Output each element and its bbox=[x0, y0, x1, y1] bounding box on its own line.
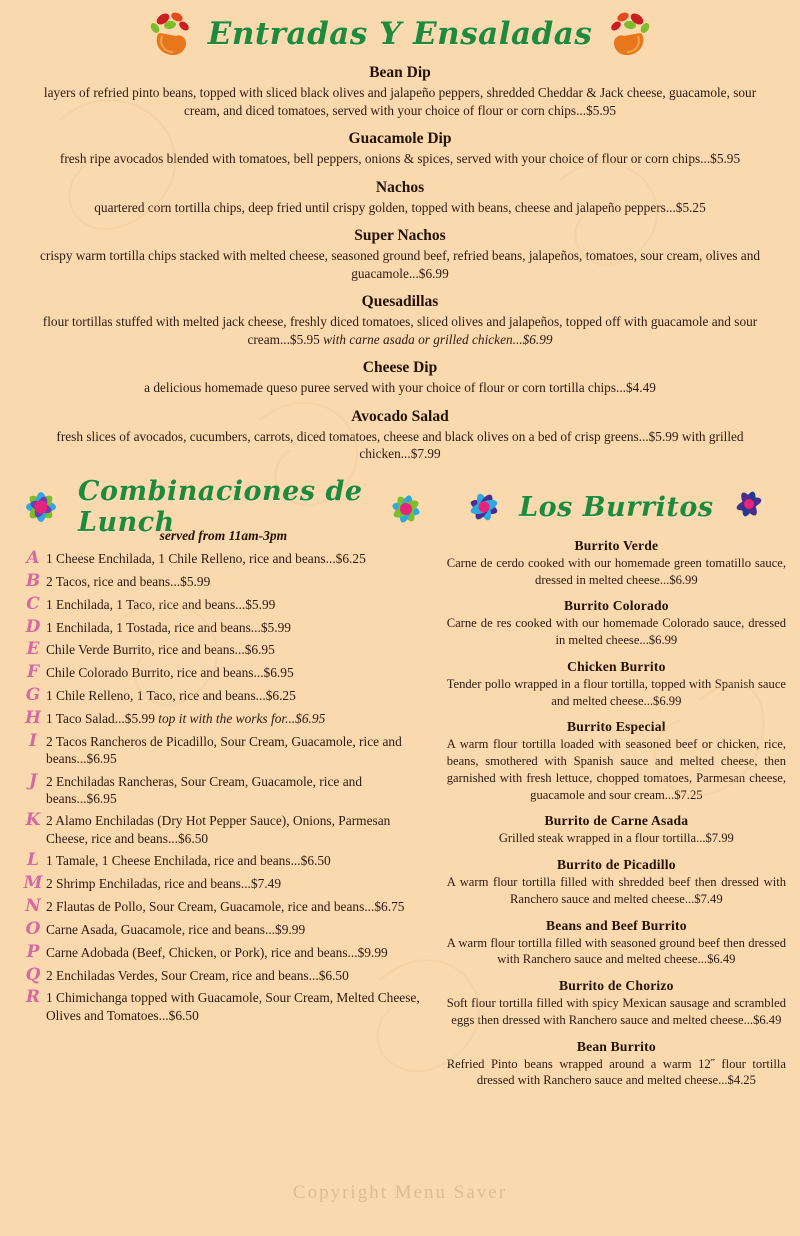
item-text bbox=[46, 710, 431, 727]
menu-item bbox=[22, 227, 778, 282]
lunch-combo-list bbox=[10, 550, 437, 1024]
lunch-section bbox=[10, 476, 437, 1099]
item-text: 1 Enchilada, 1 Tostada, rice and beans...$5.99 bbox=[46, 619, 291, 635]
dish-description: Tender pollo wrapped in a flour tortilla, topped with Spanish sauce and melted cheese...$6.99 bbox=[446, 676, 786, 708]
item-text: Carne Asada, Guacamole, rice and beans...$9.99 bbox=[46, 921, 306, 937]
menu-item bbox=[22, 408, 778, 463]
dish-description: layers of refried pinto beans, topped with sliced black olives and jalapeño peppers, shredded Cheddar & Jack cheese, guacamole, sour cream, and diced tomatoes, served with your choice of flour or corn chips...$5.95 bbox=[43, 85, 757, 118]
burritos-section bbox=[443, 476, 790, 1099]
entradas-title-row bbox=[22, 10, 778, 58]
menu-item bbox=[22, 179, 778, 217]
item-text: 1 Tamale, 1 Cheese Enchilada, rice and beans...$6.50 bbox=[46, 853, 331, 869]
item-letter: K bbox=[25, 810, 41, 831]
dish-description: fresh slices of avocados, cucumbers, carrots, diced tomatoes, cheese and black olives on a bed of crisp greens...$5.99 with grilled chicken...$7.99 bbox=[56, 428, 744, 462]
dish-name: Burrito Colorado bbox=[563, 598, 669, 614]
item-text: 1 Chimichanga topped with Guacamole, Sour Cream, Melted Cheese, Olives and Tomatoes...$6.50 bbox=[46, 990, 420, 1023]
dish-description: Soft flour tortilla filled with spicy Mexican sausage and scrambled eggs then dressed with Ranchero sauce and melted cheese...$6.49 bbox=[446, 996, 786, 1027]
menu-item bbox=[443, 538, 790, 588]
item-text: 2 Shrimp Enchiladas, rice and beans...$7.49 bbox=[46, 876, 282, 892]
list-item bbox=[20, 687, 431, 705]
item-text-main: 1 Taco Salad...$5.99 bbox=[46, 710, 155, 726]
lunch-title-row bbox=[10, 476, 437, 538]
dish-description: A warm flour tortilla loaded with seasoned beef or chicken, rice, beans, smothered with Spanish sauce and melted cheese, then garnished with fresh lettuce, chopped tomatoes, Parmesan cheese, guacamole and sour cream...$7.25 bbox=[446, 737, 786, 802]
item-text: 1 Cheese Enchilada, 1 Chile Relleno, rice and beans...$6.25 bbox=[46, 551, 366, 567]
dish-name: Bean Dip bbox=[369, 64, 431, 81]
dish-name: Beans and Beef Burrito bbox=[545, 917, 687, 933]
item-text: 2 Tacos, rice and beans...$5.99 bbox=[46, 573, 211, 589]
dish-name: Burrito Especial bbox=[566, 719, 666, 735]
item-text: 1 Enchilada, 1 Taco, rice and beans...$5.99 bbox=[46, 596, 276, 612]
item-letter: G bbox=[25, 685, 41, 706]
list-item bbox=[20, 989, 431, 1024]
flower-icon-purple-right bbox=[720, 478, 778, 536]
dish-description: a delicious homemade queso puree served with your choice of flour or corn tortilla chips...$4.49 bbox=[144, 380, 656, 396]
dish-name: Super Nachos bbox=[354, 227, 446, 245]
menu-item bbox=[443, 857, 790, 907]
item-text: 2 Alamo Enchiladas (Dry Hot Pepper Sauce), Onions, Parmesan Cheese, rice and beans...$6.50 bbox=[46, 813, 391, 846]
lower-columns bbox=[0, 474, 800, 1099]
dish-name: Burrito de Picadillo bbox=[556, 857, 676, 873]
list-item bbox=[20, 941, 431, 962]
dish-description: quartered corn tortilla chips, deep fried until crispy golden, topped with beans, cheese and jalapeño peppers...$5.25 bbox=[94, 199, 706, 215]
entradas-title: Entradas Y Ensaladas bbox=[207, 16, 593, 52]
list-item bbox=[20, 707, 431, 728]
dish-description: fresh ripe avocados blended with tomatoes, bell peppers, onions & spices, served with your choice of flour or corn chips...$5.95 bbox=[59, 151, 741, 167]
item-letter: I bbox=[29, 730, 37, 751]
dish-name: Burrito de Carne Asada bbox=[544, 813, 689, 829]
menu-item bbox=[443, 813, 790, 847]
dish-name: Guacamole Dip bbox=[348, 130, 452, 148]
item-letter: P bbox=[26, 941, 40, 962]
item-text: 2 Enchiladas Rancheras, Sour Cream, Guacamole, rice and beans...$6.95 bbox=[46, 773, 363, 807]
item-text: 2 Enchiladas Verdes, Sour Cream, rice and beans...$6.50 bbox=[46, 967, 349, 983]
list-item bbox=[20, 616, 431, 637]
burritos-title: Los Burritos bbox=[519, 491, 714, 523]
item-text: 1 Chile Relleno, 1 Taco, rice and beans...$6.25 bbox=[46, 688, 296, 704]
list-item bbox=[20, 875, 431, 893]
dish-description-main: flour tortillas stuffed with melted jack cheese, freshly diced tomatoes, sliced olives and jalapeños, topped off with guacamole and sour cream...$5.95 bbox=[42, 314, 758, 347]
flower-icon bbox=[10, 478, 72, 536]
list-item bbox=[20, 895, 431, 916]
item-letter: C bbox=[26, 593, 40, 614]
item-letter: J bbox=[28, 770, 38, 791]
dish-description bbox=[22, 313, 778, 348]
dish-description: crispy warm tortilla chips stacked with melted cheese, seasoned ground beef, refried beans, jalapeños, tomatoes, sour cream, olives and guacamole...$6.99 bbox=[39, 248, 760, 281]
flower-icon-purple bbox=[455, 478, 513, 536]
chile-pepper-right-icon bbox=[602, 10, 654, 58]
item-text-alt: top it with the works for...$6.95 bbox=[158, 710, 326, 726]
dish-description: Carne de cerdo cooked with our homemade green tomatillo sauce, dressed in melted cheese...$6.99 bbox=[446, 556, 786, 587]
dish-name: Nachos bbox=[375, 178, 425, 196]
list-item bbox=[20, 550, 431, 568]
dish-description: Refried Pinto beans wrapped around a warm 12˝ flour tortilla dressed with Ranchero sauce and melted cheese...$4.25 bbox=[446, 1056, 786, 1088]
dish-description: Carne de res cooked with our homemade Colorado sauce, dressed in melted cheese...$6.99 bbox=[446, 616, 786, 648]
list-item bbox=[20, 730, 431, 768]
item-text: 2 Tacos Rancheros de Picadillo, Sour Cream, Guacamole, rice and beans...$6.95 bbox=[46, 733, 402, 767]
dish-description-alt: with carne asada or grilled chicken...$6.99 bbox=[323, 331, 553, 347]
item-letter: D bbox=[25, 616, 41, 637]
menu-item bbox=[22, 64, 778, 119]
dish-description: A warm flour tortilla filled with seasoned ground beef then dressed with Ranchero sauce and melted cheese...$6.49 bbox=[446, 935, 786, 967]
lunch-subtitle: served from 11am-3pm bbox=[159, 528, 288, 544]
dish-name: Bean Burrito bbox=[576, 1038, 656, 1054]
item-letter: E bbox=[26, 639, 40, 660]
menu-item bbox=[22, 130, 778, 168]
dish-name: Cheese Dip bbox=[362, 359, 438, 377]
watermark: Copyright Menu Saver bbox=[292, 1182, 508, 1203]
menu-item bbox=[443, 918, 790, 968]
item-letter: H bbox=[24, 707, 42, 728]
list-item bbox=[20, 664, 431, 682]
item-letter: A bbox=[26, 548, 40, 569]
lunch-title: Combinaciones de Lunch bbox=[78, 476, 363, 539]
item-text: Chile Colorado Burrito, rice and beans...$6.95 bbox=[46, 665, 294, 681]
dish-description: A warm flour tortilla filled with shredded beef then dressed with Ranchero sauce and melted cheese...$7.49 bbox=[446, 875, 786, 906]
item-letter: L bbox=[27, 850, 39, 871]
menu-item bbox=[22, 293, 778, 348]
item-letter: N bbox=[25, 895, 41, 916]
chile-pepper-left-icon bbox=[146, 10, 198, 58]
dish-name: Chicken Burrito bbox=[567, 658, 666, 674]
list-item bbox=[20, 641, 431, 659]
item-text: 2 Flautas de Pollo, Sour Cream, Guacamole, rice and beans...$6.75 bbox=[46, 898, 405, 914]
menu-item bbox=[22, 359, 778, 397]
item-letter: O bbox=[25, 918, 41, 939]
dish-name: Quesadillas bbox=[361, 293, 439, 311]
dish-description: Grilled steak wrapped in a flour tortilla...$7.99 bbox=[498, 831, 734, 846]
item-letter: F bbox=[26, 662, 40, 683]
list-item bbox=[20, 918, 431, 939]
flower-icon-secondary bbox=[375, 478, 437, 536]
item-letter: M bbox=[23, 873, 43, 894]
item-text: Carne Adobada (Beef, Chicken, or Pork), rice and beans...$9.99 bbox=[46, 944, 388, 960]
menu-item bbox=[443, 598, 790, 648]
item-letter: Q bbox=[25, 964, 41, 985]
dish-name: Burrito de Chorizo bbox=[559, 978, 674, 994]
list-item bbox=[20, 812, 431, 847]
list-item bbox=[20, 570, 431, 591]
list-item bbox=[20, 852, 431, 870]
list-item bbox=[20, 964, 431, 985]
dish-name: Avocado Salad bbox=[351, 407, 449, 425]
item-letter: R bbox=[25, 987, 41, 1008]
item-text: Chile Verde Burrito, rice and beans...$6.95 bbox=[46, 642, 275, 658]
dish-name: Burrito Verde bbox=[574, 538, 659, 554]
menu-item bbox=[443, 1039, 790, 1089]
burritos-title-row bbox=[443, 476, 790, 538]
menu-item bbox=[443, 659, 790, 709]
list-item bbox=[20, 593, 431, 614]
menu-item bbox=[443, 978, 790, 1028]
entradas-section bbox=[0, 0, 800, 463]
menu-item bbox=[443, 719, 790, 803]
item-letter: B bbox=[25, 570, 41, 591]
list-item bbox=[20, 770, 431, 808]
